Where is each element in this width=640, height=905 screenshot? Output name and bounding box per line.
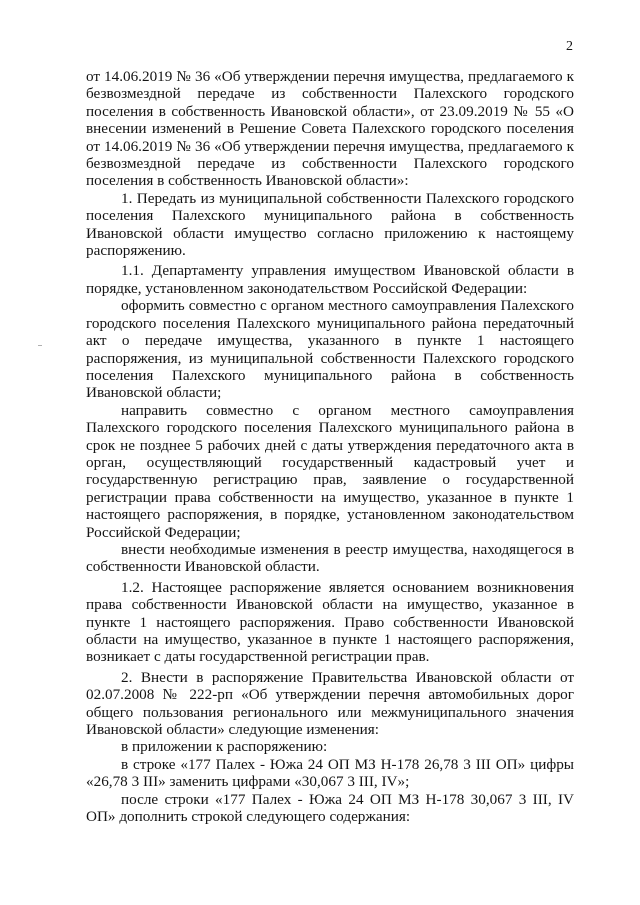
paragraph-item-1-1: 1.1. Департаменту управления имуществом Ивановской области в порядке, установленном законодательством Российской Федерации: <box>86 262 574 297</box>
document-body <box>86 68 574 825</box>
margin-mark <box>38 345 42 346</box>
paragraph-decision-references: от 14.06.2019 № 36 «Об утверждении перечня имущества, предлагаемого к безвозмездной передаче из собственности Палехского городского поселения в собственность Ивановской области», от 23.09.2019 № 55 «О внесении изменений в Решение Совета Палехского городского поселения от 14.06.2019 № 36 «Об утверждении перечня имущества, предлагаемого к безвозмездной передаче из собственности Палехского городского поселения в собственность Ивановской области»: <box>86 68 574 190</box>
paragraph-row-replace: в строке «177 Палех - Южа 24 ОП МЗ Н-178 26,78 3 III ОП» цифры «26,78 3 III» заменить цифрами «30,067 3 III, IV»; <box>86 755 574 791</box>
page-number: 2 <box>566 39 573 54</box>
paragraph-transfer-act: оформить совместно с органом местного самоуправления Палехского городского поселения Палехского муниципального района передаточный акт о передаче имущества, указанного в пункте 1 настоящего распоряжения, из муниципальной собственности Палехского городского поселения Палехского муниципального района в собственность Ивановской области; <box>86 297 574 402</box>
paragraph-row-append: после строки «177 Палех - Южа 24 ОП МЗ Н-178 30,067 3 III, IV ОП» дополнить строкой следующего содержания: <box>86 790 574 826</box>
paragraph-registration-application: направить совместно с органом местного самоуправления Палехского городского поселения Палехского муниципального района в срок не позднее 5 рабочих дней с даты утверждения передаточного акта в орган, осуществляющий государственный кадастровый учет и государственную регистрацию прав, заявление о государственной регистрации права собственности на имущество, указанное в пункте 1 настоящего распоряжения, в порядке, установленном законодательством Российской Федерации; <box>86 401 574 541</box>
paragraph-item-1-2: 1.2. Настоящее распоряжение является основанием возникновения права собственности Ивановской области на имущество, указанное в пункте 1 настоящего распоряжения. Право собственности Ивановской области на имущество, указанное в пункте 1 настоящего распоряжения, возникает с даты государственной регистрации прав. <box>86 578 574 666</box>
paragraph-item-1: 1. Передать из муниципальной собственности Палехского городского поселения Палехского муниципального района в собственность Ивановской области имущество согласно приложению к настоящему распоряжению. <box>86 189 574 260</box>
paragraph-item-2: 2. Внести в распоряжение Правительства Ивановской области от 02.07.2008 № 222-рп «Об утверждении перечня автомобильных дорог общего пользования регионального или межмуниципального значения Ивановской области» следующие изменения: <box>86 668 574 739</box>
paragraph-registry-changes: внести необходимые изменения в реестр имущества, находящегося в собственности Ивановской области. <box>86 540 574 576</box>
paragraph-appendix-intro: в приложении к распоряжению: <box>121 738 328 756</box>
